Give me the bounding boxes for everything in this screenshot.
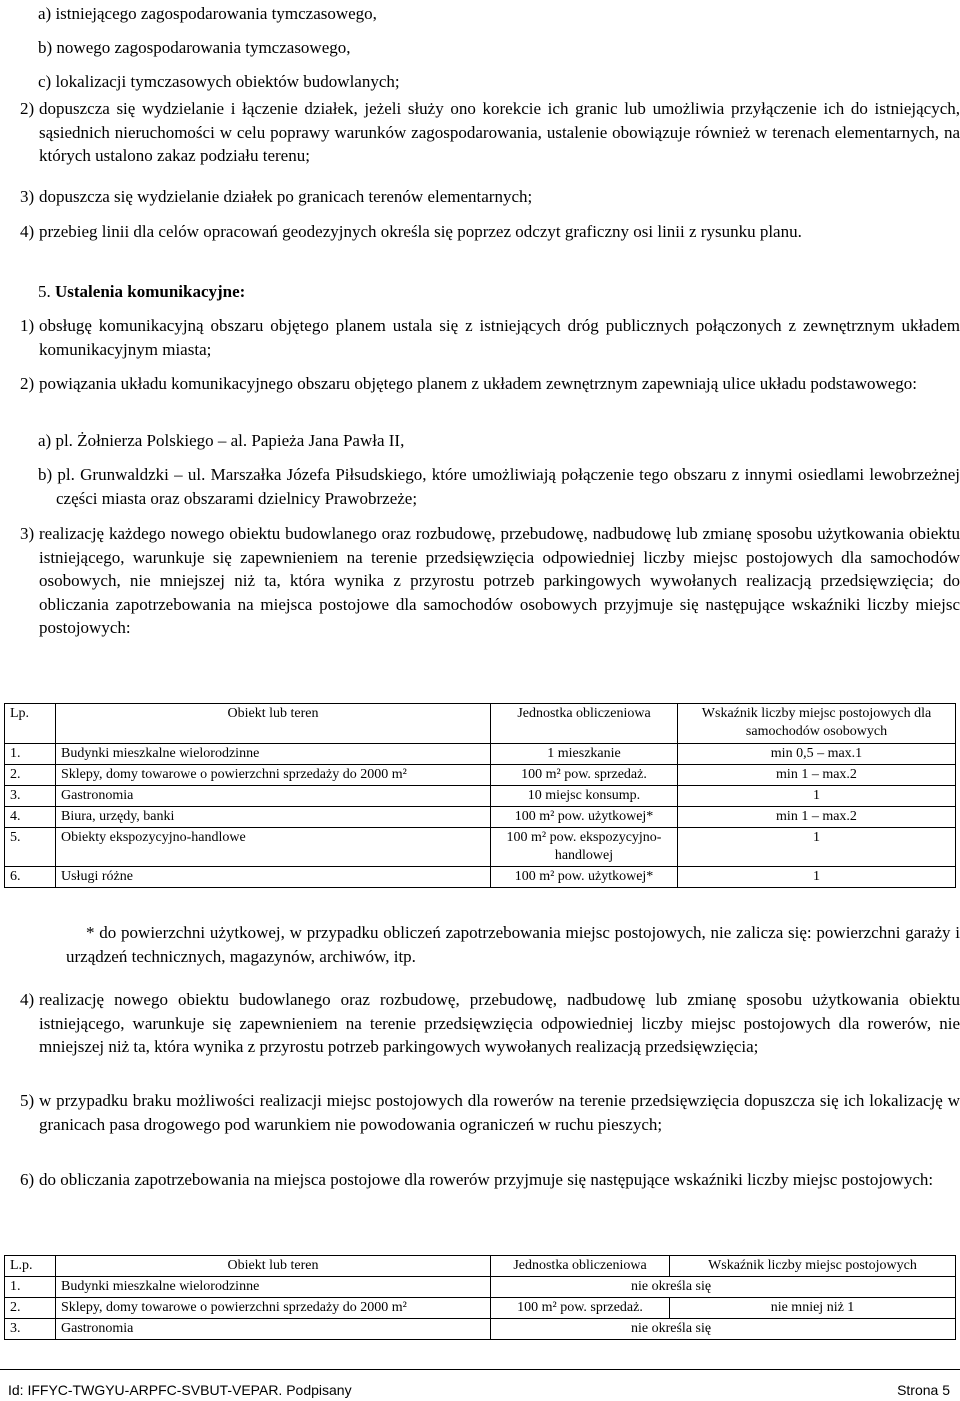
parking-table-cars [4,703,956,888]
paragraph-text: realizację nowego obiektu budowlanego oraz rozbudowę, przebudowę, nadbudowę lub zmianę sposobu użytkowania obiektu istniejącego, warunkuje się zapewnieniem na terenie przedsięwzięcia odpowiedniej liczby miejsc postojowych dla rowerów, nie mniejszej niż ta, która wynika z przyrostu potrzeb parkingowych wywołanych realizacją przedsięwzięcia; [39,990,960,1057]
cell: Usługi różne [56,867,491,888]
paragraph-4 [20,220,960,244]
paragraph-text: realizację każdego nowego obiektu budowlanego oraz rozbudowę, przebudowę, nadbudowę lub zmianę sposobu użytkowania obiektu istniejącego, warunkuje się zapewnieniem na terenie przedsięwzięcia odpowiedniej liczby miejsc postojowych dla samochodów osobowych, nie mniejszej niż ta, która wynika z przyrostu potrzeb parkingowych wywołanych realizacją przedsięwzięcia; do obliczania zapotrzebowania na miejsca postojowe dla samochodów osobowych przyjmuje się następujące wskaźniki liczby miejsc postojowych: [39,524,960,638]
cell: 2. [5,765,56,786]
paragraph-number: 3) [20,187,35,206]
cell: 1. [5,744,56,765]
paragraph-number: 5) [20,1091,35,1110]
cell: 100 m² pow. sprzedaż. [491,1298,670,1319]
paragraph-text: dopuszcza się wydzielanie i łączenie działek, jeżeli służy ono korekcie ich granic lub umożliwia przyłączenie ich do istniejących, sąsiednich nieruchomości w celu poprawy warunków zagospodarowania, ustalenie obowiązuje również w terenach elementarnych, na których ustalono zakaz podziału terenu; [39,99,960,166]
cell: 10 miejsc konsump. [491,786,678,807]
table-row [5,1277,956,1298]
paragraph-text: obsługę komunikacyjną obszaru objętego planem ustala się z istniejących dróg publicznych połączonych z zewnętrznym układem komunikacyjnym miasta; [39,316,960,359]
list-item-c: c) lokalizacji tymczasowych obiektów budowlanych; [38,72,400,91]
table-header-row [5,704,956,744]
cell: 100 m² pow. użytkowej* [491,867,678,888]
header-cell: L.p. [5,1256,56,1277]
table-row [5,807,956,828]
paragraph-text: przebieg linii dla celów opracowań geodezyjnych określa się poprzez odczyt graficzny osi linii z rysunku planu. [39,222,802,241]
header-cell: Jednostka obliczeniowa [491,1256,670,1277]
cell: 3. [5,786,56,807]
header-cell: Jednostka obliczeniowa [491,704,678,744]
header-cell: Wskaźnik liczby miejsc postojowych dla samochodów osobowych [678,704,956,744]
paragraph-text: powiązania układu komunikacyjnego obszaru objętego planem z układem zewnętrznym zapewniają ulice układu podstawowego: [39,374,918,393]
list-item-b: b) nowego zagospodarowania tymczasowego, [38,38,351,57]
document-id: Id: IFFYC-TWGYU-ARPFC-SVBUT-VEPAR. Podpisany [8,1382,352,1398]
cell: nie mniej niż 1 [670,1298,956,1319]
table-row [5,867,956,888]
cell: min 1 – max.2 [678,765,956,786]
list-item-k2b [38,463,960,510]
cell: Budynki mieszkalne wielorodzinne [56,1277,491,1298]
header-cell: Wskaźnik liczby miejsc postojowych [670,1256,956,1277]
list-item-k2a: a) pl. Żołnierza Polskiego – al. Papieża Jana Pawła II, [38,431,405,450]
cell: 1 mieszkanie [491,744,678,765]
cell: 2. [5,1298,56,1319]
cell: nie określa się [491,1277,956,1298]
section-number: 5. [38,282,51,301]
table-row [5,1298,956,1319]
paragraph-2 [20,97,960,168]
header-cell: Lp. [5,704,56,744]
paragraph-k2 [20,372,960,396]
cell: nie określa się [491,1319,956,1340]
paragraph-number: 1) [20,316,35,335]
header-cell: Obiekt lub teren [56,704,491,744]
paragraph-text: do obliczania zapotrzebowania na miejsca postojowe dla rowerów przyjmuje się następujące wskaźniki liczby miejsc postojowych: [39,1170,934,1189]
table-header-row [5,1256,956,1277]
cell: min 0,5 – max.1 [678,744,956,765]
paragraph-number: 4) [20,222,35,241]
paragraph-k5 [20,1089,960,1136]
cell: 100 m² pow. sprzedaż. [491,765,678,786]
table-row [5,765,956,786]
paragraph-3 [20,185,960,209]
table-row [5,744,956,765]
paragraph-k3 [20,522,960,640]
page-number: Strona 5 [897,1382,950,1398]
cell: Gastronomia [56,786,491,807]
paragraph-text: w przypadku braku możliwości realizacji miejsc postojowych dla rowerów na terenie przedsięwzięcia dopuszcza się ich lokalizację w granicach pasa drogowego pod warunkiem nie powodowania ograniczeń w ruchu pieszych; [39,1091,960,1134]
section-title: Ustalenia komunikacyjne: [55,282,246,301]
cell: Budynki mieszkalne wielorodzinne [56,744,491,765]
paragraph-k1 [20,314,960,361]
list-item-a: a) istniejącego zagospodarowania tymczasowego, [38,4,377,23]
cell: 100 m² pow. użytkowej* [491,807,678,828]
cell: 1 [678,867,956,888]
cell: min 1 – max.2 [678,807,956,828]
table-row [5,786,956,807]
cell: 4. [5,807,56,828]
table-row [5,828,956,867]
cell: 1 [678,786,956,807]
page-footer [0,1369,960,1398]
paragraph-number: 2) [20,374,35,393]
paragraph-text: dopuszcza się wydzielanie działek po granicach terenów elementarnych; [39,187,533,206]
header-cell: Obiekt lub teren [56,1256,491,1277]
paragraph-k4 [20,988,960,1059]
cell: Biura, urzędy, banki [56,807,491,828]
table-row [5,1319,956,1340]
paragraph-number: 4) [20,990,35,1009]
paragraph-number: 6) [20,1170,35,1189]
cell: 5. [5,828,56,867]
cell: 6. [5,867,56,888]
parking-table-bikes [4,1255,956,1340]
cell: 1. [5,1277,56,1298]
cell: 3. [5,1319,56,1340]
cell: Sklepy, domy towarowe o powierzchni sprzedaży do 2000 m² [56,765,491,786]
cell: 1 [678,828,956,867]
table-footnote: * do powierzchni użytkowej, w przypadku obliczeń zapotrzebowania miejsc postojowych, nie zalicza się: powierzchni garaży i urządzeń technicznych, magazynów, archiwów, itp. [66,923,960,966]
cell: Gastronomia [56,1319,491,1340]
cell: 100 m² pow. ekspozycyjno-handlowej [491,828,678,867]
list-item-text: b) pl. Grunwaldzki – ul. Marszałka Józefa Piłsudskiego, które umożliwiają połączenie tego obszaru z innymi osiedlami lewobrzeżnej części miasta oraz obszarami dzielnicy Prawobrzeże; [38,465,960,508]
paragraph-number: 2) [20,99,35,118]
paragraph-number: 3) [20,524,35,543]
section-heading [38,280,245,304]
cell: Obiekty ekspozycyjno-handlowe [56,828,491,867]
cell: Sklepy, domy towarowe o powierzchni sprzedaży do 2000 m² [56,1298,491,1319]
paragraph-k6 [20,1168,960,1192]
